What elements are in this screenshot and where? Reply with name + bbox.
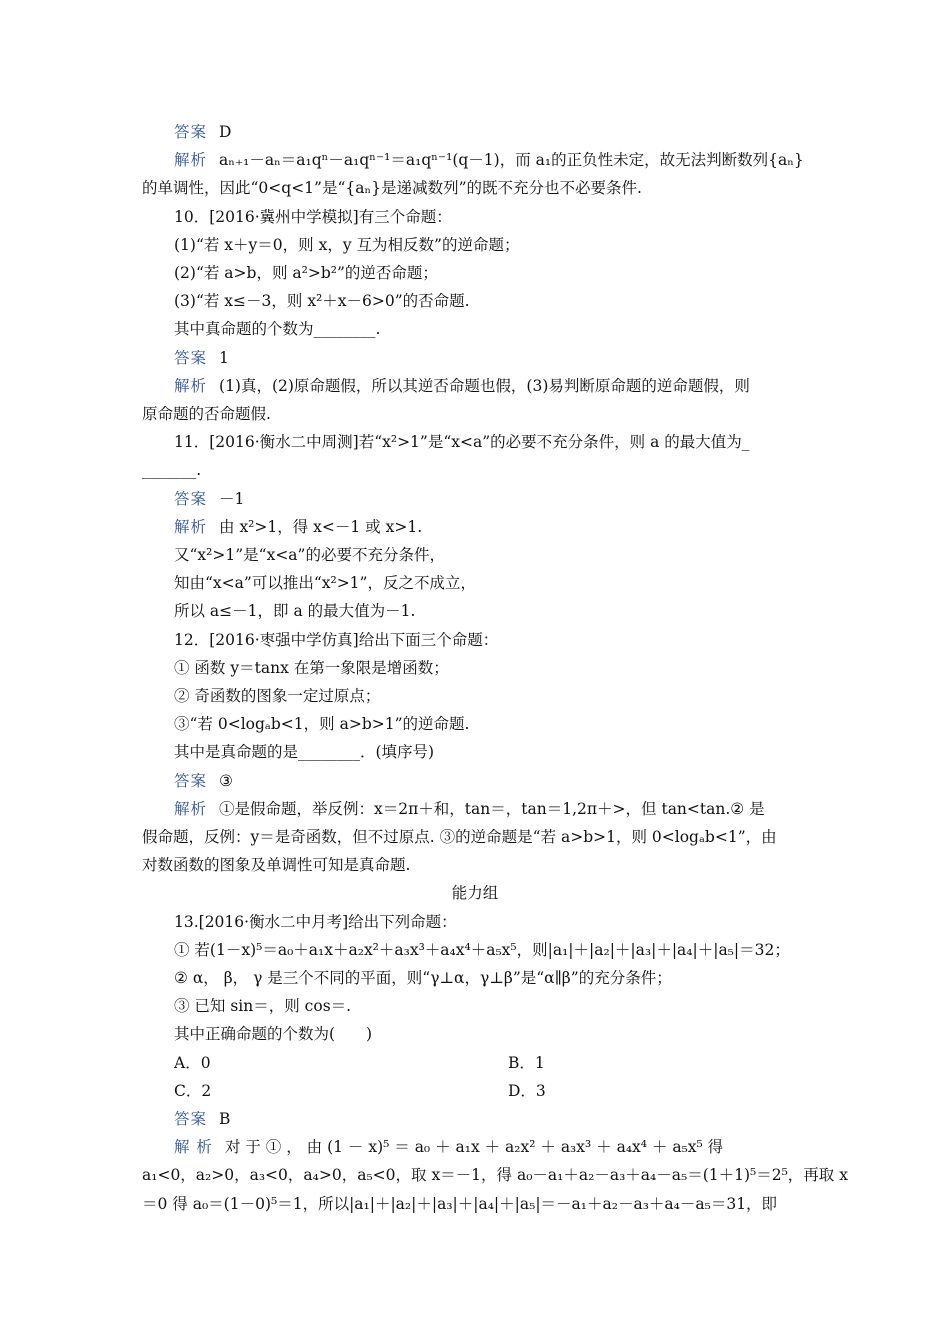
plain-text: ③“若 0<logₐb<1，则 a>b>1”的逆命题. <box>174 715 470 733</box>
plain-line <box>174 992 812 1020</box>
analysis-label: 解析 <box>174 518 208 536</box>
option-right: B．1 <box>508 1054 545 1072</box>
analysis-text: (1)真，(2)原命题假，所以其逆否命题也假，(3)易判断原命题的逆命题假，则 <box>219 377 750 395</box>
plain-line <box>174 964 812 992</box>
analysis-label: 解析 <box>174 377 208 395</box>
question-line <box>174 626 812 654</box>
answer-label: 答案 <box>174 349 208 367</box>
answer-label: 答案 <box>174 123 208 141</box>
analysis-label: 解析 <box>174 151 208 169</box>
answer-line <box>174 118 812 146</box>
cont-text: a₁<0，a₂>0，a₃<0，a₄>0，a₅<0，取 x＝－1，得 a₀－a₁＋a₂－a₃＋a₄－a₅＝(1＋1)⁵＝2⁵，再取 x <box>142 1166 848 1184</box>
plain-text: ① 若(1－x)⁵＝a₀＋a₁x＋a₂x²＋a₃x³＋a₄x⁴＋a₅x⁵，则|a₁|＋|a₂|＋|a₃|＋|a₄|＋|a₅|＝32； <box>174 941 790 959</box>
plain-line <box>174 682 812 710</box>
question-line <box>174 428 812 456</box>
cont-text: 假命题，反例：y＝是奇函数，但不过原点. ③的逆命题是“若 a>b>1，则 0<logₐb<1”，由 <box>142 828 777 846</box>
cont-text: 原命题的否命题假. <box>142 405 271 423</box>
plain-text: 又“x²>1”是“x<a”的必要不充分条件， <box>174 546 445 564</box>
analysis-text: 对 于 ① ， 由 (1 － x)⁵ ＝ a₀ ＋ a₁x ＋ a₂x² ＋ a₃x³ ＋ a₄x⁴ ＋ a₅x⁵ 得 <box>224 1138 724 1156</box>
answer-label: 答案 <box>174 1110 208 1128</box>
cont-text: 的单调性，因此“0<q<1”是“{aₙ}是递减数列”的既不充分也不必要条件. <box>142 179 642 197</box>
plain-text: 所以 a≤－1，即 a 的最大值为－1. <box>174 602 416 620</box>
analysis-line <box>174 513 812 541</box>
option-right: D．3 <box>508 1082 546 1100</box>
plain-line <box>174 1020 812 1048</box>
plain-line <box>174 541 812 569</box>
answer-text: －1 <box>219 490 245 508</box>
plain-line <box>174 259 812 287</box>
answer-label: 答案 <box>174 772 208 790</box>
plain-line <box>174 569 812 597</box>
answer-text: D <box>219 123 232 141</box>
question-line <box>174 908 812 936</box>
option-left: C．2 <box>174 1082 212 1100</box>
plain-line <box>174 710 812 738</box>
plain-line <box>174 738 812 766</box>
plain-text: 其中真命题的个数为________. <box>174 320 381 338</box>
option-left: A．0 <box>174 1054 211 1072</box>
answer-text: ③ <box>219 772 233 790</box>
plain-line <box>174 287 812 315</box>
plain-text: ② 奇函数的图象一定过原点； <box>174 687 381 705</box>
analysis-line <box>174 795 812 823</box>
answer-text: B <box>219 1110 231 1128</box>
plain-line <box>174 231 812 259</box>
cont-line <box>142 1161 848 1189</box>
plain-text: 知由“x<a”可以推出“x²>1”，反之不成立， <box>174 574 476 592</box>
question-text: 10．[2016·冀州中学模拟]有三个命题： <box>174 208 452 226</box>
plain-line <box>174 654 812 682</box>
plain-text: (1)“若 x＋y＝0，则 x，y 互为相反数”的逆命题； <box>174 236 520 254</box>
plain-line <box>174 597 812 625</box>
cont-line <box>142 456 812 484</box>
plain-text: ② α， β， γ 是三个不同的平面，则“γ⊥α，γ⊥β”是“α∥β”的充分条件； <box>174 969 672 987</box>
analysis-line <box>174 146 812 174</box>
question-text: 11．[2016·衡水二中周测]若“x²>1”是“x<a”的必要不充分条件，则 a 的最大值为_ <box>174 433 750 451</box>
answer-line <box>174 767 812 795</box>
answer-label: 答案 <box>174 490 208 508</box>
plain-line <box>174 936 812 964</box>
section-text: 能力组 <box>451 884 499 902</box>
plain-line <box>174 315 812 343</box>
cont-line <box>142 400 812 428</box>
analysis-label: 解 析 <box>174 1138 213 1156</box>
analysis-text: 由 x²>1，得 x<－1 或 x>1. <box>219 518 423 536</box>
answer-text: 1 <box>219 349 229 367</box>
analysis-line <box>174 372 812 400</box>
plain-text: 其中是真命题的是________．(填序号) <box>174 743 435 761</box>
cont-text: _______. <box>142 461 202 479</box>
question-line <box>174 203 812 231</box>
cont-line <box>142 174 812 202</box>
section-line <box>0 879 950 907</box>
analysis-line <box>174 1133 812 1161</box>
cont-line <box>142 851 812 879</box>
question-text: 12．[2016·枣强中学仿真]给出下面三个命题： <box>174 631 499 649</box>
cont-line <box>142 823 812 851</box>
cont-text: ＝0 得 a₀＝(1－0)⁵＝1，所以|a₁|＋|a₂|＋|a₃|＋|a₄|＋|a₅|＝－a₁＋a₂－a₃＋a₄－a₅＝31，即 <box>142 1195 778 1213</box>
answer-line <box>174 485 812 513</box>
question-text: 13.[2016·衡水二中月考]给出下列命题： <box>174 913 457 931</box>
cont-line <box>142 1190 812 1218</box>
cont-text: 对数函数的图象及单调性可知是真命题. <box>142 856 411 874</box>
plain-text: ① 函数 y＝tanx 在第一象限是增函数； <box>174 659 449 677</box>
answer-line <box>174 1105 812 1133</box>
analysis-label: 解析 <box>174 800 208 818</box>
analysis-text: ①是假命题，举反例：x＝2π＋和，tan＝，tan＝1,2π＋>，但 tan<tan.② 是 <box>219 800 765 818</box>
plain-text: (2)“若 a>b，则 a²>b²”的逆否命题； <box>174 264 438 282</box>
plain-text: ③ 已知 sin＝，则 cos＝. <box>174 997 352 1015</box>
plain-text: 其中正确命题的个数为( ) <box>174 1025 373 1043</box>
plain-text: (3)“若 x≤－3，则 x²＋x－6>0”的否命题. <box>174 292 470 310</box>
answer-line <box>174 344 812 372</box>
analysis-text: aₙ₊₁－aₙ＝a₁qⁿ－a₁qⁿ⁻¹＝a₁qⁿ⁻¹(q－1)，而 a₁的正负性未定，故无法判断数列{aₙ} <box>219 151 804 169</box>
